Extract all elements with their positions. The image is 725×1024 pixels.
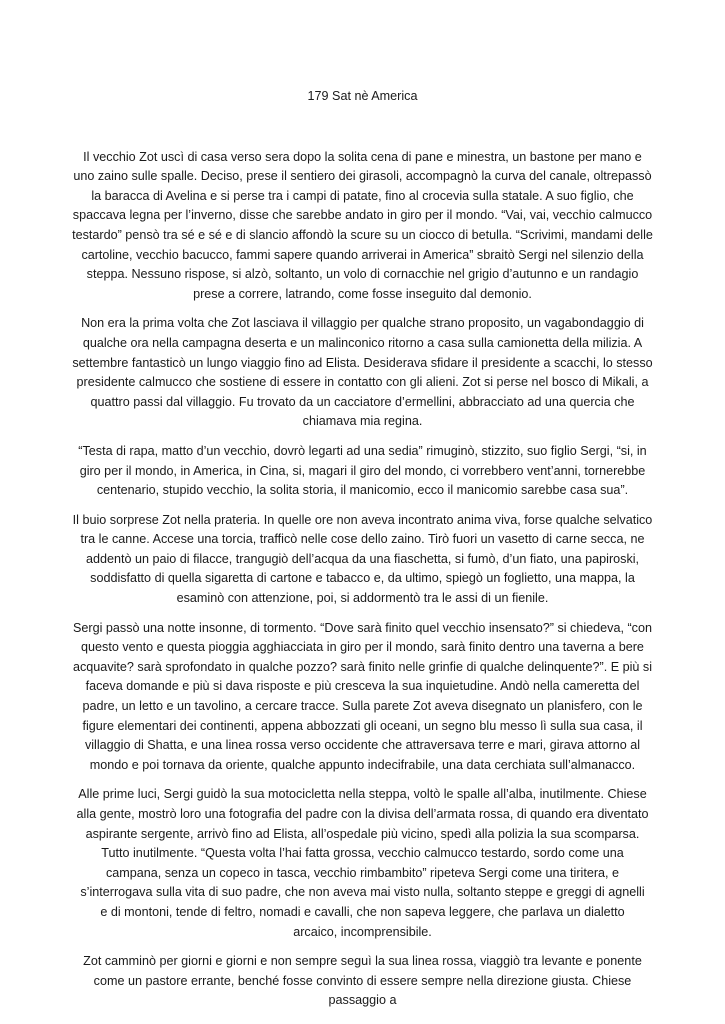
document-title: 179 Sat nè America — [307, 89, 418, 103]
paragraph: Il buio sorprese Zot nella prateria. In quelle ore non aveva incontrato anima viva, forse qualche selvatico tra le canne. Accese una torcia, trafficò nelle cose dello zaino. Tirò fuori un vasetto di carne secca, ne addentò un paio di filacce, trangugiò dell’acqua da una fiaschetta, si fumò, d’un fiato, una papiroski, soddisfatto di quella sigaretta di cartone e tabacco e, da ultimo, spiegò un foglietto, una mappa, la esaminò con attenzione, poi, si addormentò tra le assi di un fienile. — [72, 512, 653, 606]
paragraph: Alle prime luci, Sergi guidò la sua motocicletta nella steppa, voltò le spalle all’alba, inutilmente. Chiese alla gente, mostrò loro una fotografia del padre con la divisa dell’armata rossa, di quando era diventato aspirante sergente, arrivò fino ad Elista, all’ospedale più vicino, spedì alla polizia la sua scomparsa. Tutto inutilmente. “Questa volta l’hai fatta grossa, vecchio calmucco testardo, sordo come una campana, senza un copeco in tasca, vecchio rimbambito” ripeteva Sergi come una tiritera, e s’interrogava sulla vita di suo padre, che non aveva mai visto nulla, soltanto steppe e greggi di agnelli e di montoni, tende di feltro, nomadi e cavalli, che non sapeva leggere, che parlava un dialetto arcaico, incomprensibile. — [76, 787, 649, 939]
paragraph: Sergi passò una notte insonne, di tormento. “Dove sarà finito quel vecchio insensato?” si chiedeva, “con questo vento e questa pioggia agghiacciata in giro per il mondo, sarà finito dentro una taverna a bere acquavite? sarà sprofondato in qualche pozzo? sarà finito nelle grinfie di qualche delinquente?”. E più si faceva domande e più si dava risposte e più cresceva la sua inquietudine. Andò nella cameretta del padre, un letto e un tavolino, a cercare tracce. Sulla parete Zot aveva disegnato un planisfero, con le figure elementari dei continenti, appena abbozzati gli oceani, un segno blu messo lì sulla sua casa, il villaggio di Shatta, e una linea rossa verso occidente che attraversava terre e mari, girava attorno al mondo e poi tornava da oriente, qualche appunto indecifrabile, una data cerchiata sull’almanacco. — [73, 620, 652, 772]
paragraph: Non era la prima volta che Zot lasciava il villaggio per qualche strano proposito, un vagabondaggio di qualche ora nella campagna deserta e un malinconico ritorno a casa sulla camionetta della milizia. A settembre fantasticò un lungo viaggio fino ad Elista. Desiderava sfidare il presidente a scacchi, lo stesso presidente calmucco che sostiene di essere in contatto con gli alieni. Zot si perse nel bosco di Mikali, a quattro passi dal villaggio. Fu trovato da un cacciatore d’ermellini, abbracciato ad una quercia che chiamava mia regina. — [72, 316, 653, 429]
paragraph: “Testa di rapa, matto d’un vecchio, dovrò legarti ad una sedia” rimuginò, stizzito, suo figlio Sergi, “si, in giro per il mondo, in America, in Cina, si, magari il giro del mondo, ci vorrebbero vent’anni, tornerebbe centenario, stupido vecchio, la solita storia, il manicomio, ecco il manicomio sarebbe casa sua”. — [78, 443, 647, 498]
paragraph: Zot camminò per giorni e giorni e non sempre seguì la sua linea rossa, viaggiò tra levante e ponente come un pastore errante, benché fosse convinto di essere sempre nella direzione giusta. Chiese passaggio a — [83, 954, 642, 1008]
paragraph: Il vecchio Zot uscì di casa verso sera dopo la solita cena di pane e minestra, un bastone per mano e uno zaino sulle spalle. Deciso, prese il sentiero dei girasoli, accompagnò la curva del canale, oltrepassò la baracca di Avelina e si perse tra i campi di patate, fino al crocevia sulla statale. A suo figlio, che spaccava legna per l’inverno, disse che sarebbe andato in giro per il mondo. “Vai, vai, vecchio calmucco testardo” pensò tra sé e sé e di slancio affondò la scure su un ciocco di betulla. “Scrivimi, mandami delle cartoline, vecchio bacucco, fammi sapere quando arriverai in America” sbraitò Sergi nel silenzio della steppa. Nessuno rispose, si alzò, soltanto, un volo di cornacchie nel grigio d’autunno e un randagio prese a correre, latrando, come fosse inseguito dal demonio. — [72, 149, 653, 301]
